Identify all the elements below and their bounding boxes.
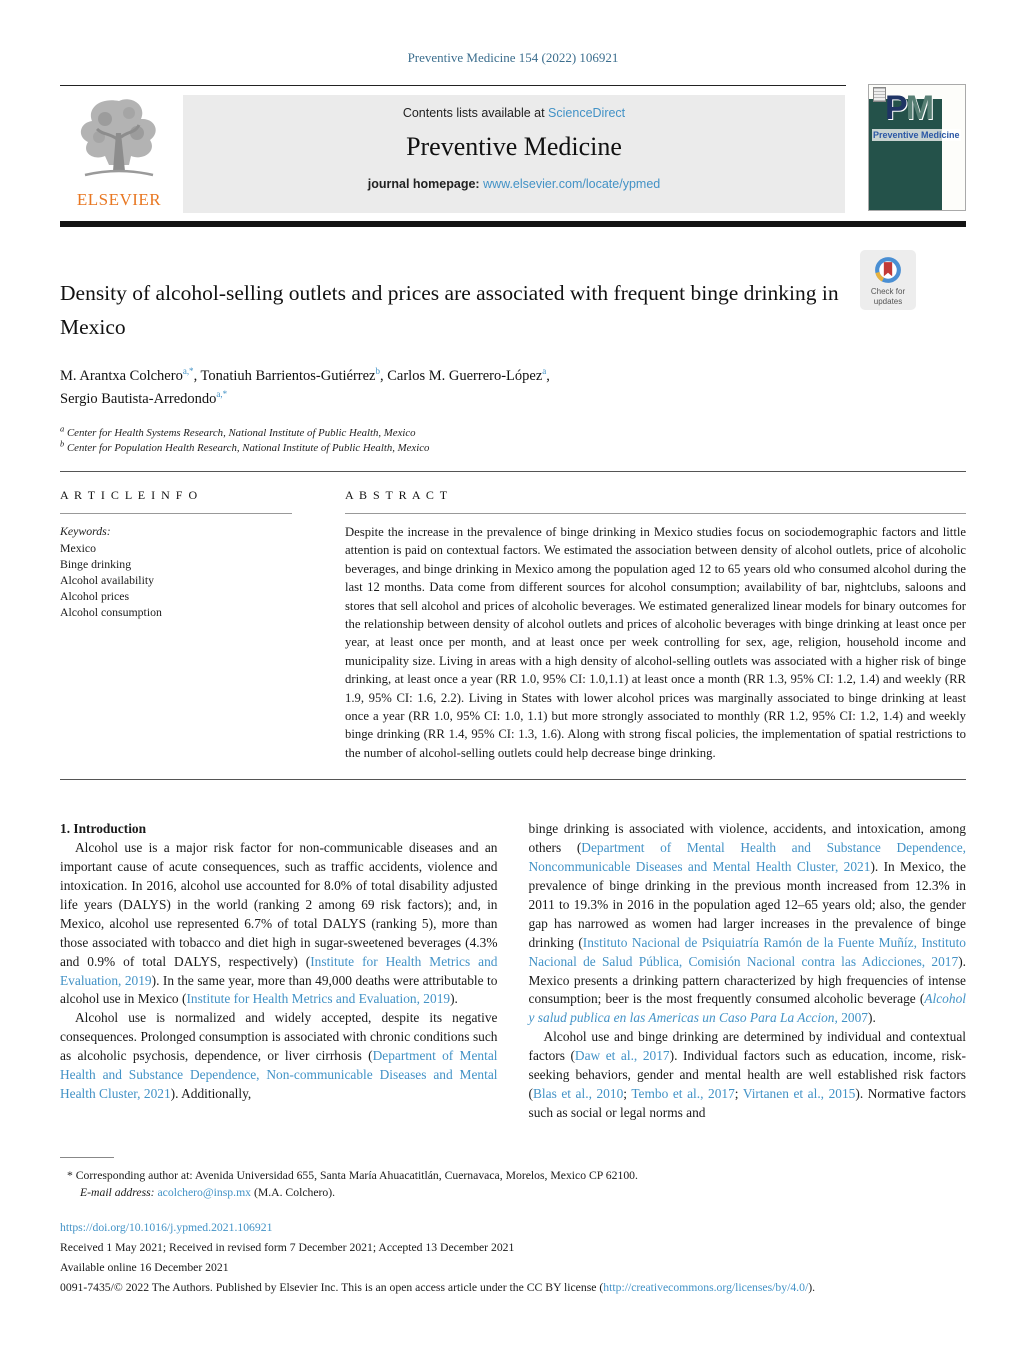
- corresponding-author-note: * Corresponding author at: Avenida Universidad 655, Santa María Ahuacatitlán, Cuernavaca, Morelos, Mexico CP 62100.: [67, 1168, 638, 1182]
- article-info-panel: [60, 488, 292, 762]
- article-info-heading: A R T I C L E I N F O: [60, 488, 199, 502]
- affiliation-a: $^a$ Center for Health Systems Research, National Institute of Public Health, Mexico: [60, 423, 416, 439]
- journal-header-box: [183, 95, 845, 213]
- text-link[interactable]: Institute for Health Metrics and Evaluation, 2019: [186, 991, 451, 1007]
- text-link[interactable]: www.elsevier.com/locate/ypmed: [483, 177, 661, 191]
- masthead: [60, 89, 966, 214]
- doi-link[interactable]: https://doi.org/10.1016/j.ypmed.2021.106921: [60, 1220, 273, 1234]
- article-title: Density of alcohol-selling outlets and prices are associated with frequent binge drinking in Mexico: [60, 281, 839, 339]
- divider: [60, 85, 846, 86]
- affiliation-b: $^b$ Center for Population Health Research, National Institute of Public Health, Mexico: [60, 438, 430, 454]
- divider: [60, 1157, 114, 1158]
- text-link[interactable]: Department of Mental Health and Substance Dependence, Non-communicable Diseases and Mental Health Cluster, 2021: [60, 1048, 498, 1101]
- copyright-line: 0091-7435/© 2022 The Authors. Published by Elsevier Inc. This is an open access article under the CC BY license (http://creativecommons.org/licenses/by/4.0/).: [60, 1280, 816, 1294]
- received-dates: Received 1 May 2021; Received in revised form 7 December 2021; Accepted 13 December 2021: [60, 1240, 515, 1254]
- keyword-item: Binge drinking: [60, 557, 132, 571]
- text-link[interactable]: Department of Mental Health and Substance Dependence, Noncommunicable Diseases and Mental Health Cluster, 2021: [528, 840, 966, 875]
- author-line-1: M. Arantxa Colchero$^{a,*}$, Tonatiuh Barrientos-Gutiérrez$^b$, Carlos M. Guerrero-López$^a$,: [60, 366, 550, 384]
- abstract-panel: [345, 488, 966, 762]
- keywords-label: Keywords:: [60, 524, 111, 538]
- intro-paragraph: binge drinking is associated with violence, accidents, and intoxication, among others (Department of Mental Health and Substance Dependence, Noncommunicable Diseases and Mental Health Cluster, 2021). In Mexico, the prevalence of binge drinking in the previous month increased from 12.3% in 2011 to 19.3% in 2016 in the population aged 12–65 years old; also, the gender gap has narrowed as women had larger increases in the prevalence of binge drinking (Instituto Nacional de Psiquiatría Ramón de la Fuente Muñíz, Instituto Nacional de Salud Pública, Comisión Nacional contra las Adicciones, 2017). Mexico presents a drinking pattern characterized by high frequencies of intense consumption; beer is the most frequently consumed alcoholic beverage (Alcohol y salud publica en las Americas un Caso Para La Accion, 2007).: [528, 821, 966, 1026]
- check-badge-label-1: Check for: [870, 287, 906, 296]
- text-link[interactable]: Blas et al., 2010: [532, 1085, 624, 1101]
- text-link[interactable]: Alcohol y salud publica en las Americas un Caso Para La Accion,: [528, 991, 966, 1026]
- abstract-heading: A B S T R A C T: [345, 488, 449, 502]
- journal-cover: [868, 84, 966, 211]
- divider-thick: [60, 221, 966, 227]
- text-link[interactable]: ScienceDirect: [548, 106, 626, 120]
- text-link[interactable]: Tembo et al., 2017: [631, 1085, 735, 1101]
- footnote: [60, 1157, 966, 1201]
- keyword-item: Mexico: [60, 541, 97, 555]
- cover-journal-title: Preventive Medicine: [873, 130, 960, 140]
- text-link[interactable]: Institute for Health Metrics and Evaluation, 2019: [60, 953, 498, 988]
- intro-right-column: [529, 820, 967, 1123]
- text-link[interactable]: b: [375, 366, 380, 377]
- text-link[interactable]: Daw et al., 2017: [574, 1048, 670, 1064]
- text-link[interactable]: a: [542, 366, 547, 377]
- journal-reference: Preventive Medicine 154 (2022) 106921: [407, 50, 619, 65]
- check-badge-label-2: updates: [873, 296, 903, 306]
- keyword-item: Alcohol consumption: [60, 605, 162, 619]
- affiliations: [60, 423, 966, 456]
- abstract-text: Despite the increase in the prevalence of binge drinking in Mexico studies focus on sociodemographic factors and little attention is paid on contextual factors. We estimated the association between density of alcohol outlets, price of alcoholic beverages, and binge drinking in Mexico among the population aged 12 to 65 years old who consumed alcohol during the last 12 months. Data come from different sources for alcohol consumption; availability of bar, nightclubs, saloons and stores that sell alcohol and prices of alcoholic beverages. We estimated generalized linear models for binary outcomes for the relationship between density of alcohol outlets and prices of alcoholic beverages with binge drinking at least once per year, at least once per month, and at least once per week controlling for sex, age, religion, household income and municipality size. Living in areas with a high density of alcohol-selling outlets was associated with a higher risk of binge drinking, at least once a year (RR 1.0, 95% CI: 1.0,1.1) at least once a month (RR 1.3, 95% CI: 1.2, 1.4) and weekly (RR 1.9, 95% CI: 1.6, 2.2). Living in States with lower alcohol prices was marginally associated to binge drinking at least once a year (RR 1.0, 95% CI: 1.0, 1.1) but more strongly associated to monthly (RR 1.2, 95% CI: 1.2, 1.4) and weekly binge drinking (RR 1.4, 95% CI: 1.3, 1.6). Along with strong fiscal policies, the implementation of spatial restrictions to the number of alcohol-selling outlets could help decrease binge drinking.: [345, 525, 966, 760]
- text-link[interactable]: Virtanen et al., 2015: [742, 1085, 856, 1101]
- keyword-item: Alcohol prices: [60, 589, 130, 603]
- email-line: E-mail address: acolchero@insp.mx (M.A. Colchero).: [80, 1185, 336, 1199]
- author-list: [60, 365, 966, 411]
- text-link[interactable]: 2007: [837, 1010, 868, 1026]
- introduction-heading: 1. Introduction: [60, 821, 147, 837]
- text-link[interactable]: http://creativecommons.org/licenses/by/4.0/: [603, 1280, 809, 1294]
- contents-available-line: Contents lists available at ScienceDirect: [402, 106, 626, 120]
- text-link[interactable]: Instituto Nacional de Psiquiatría Ramón de la Fuente Muñíz, Instituto Nacional de Salud Pública, Comisión Nacional contra las Adicciones, 2017: [528, 934, 966, 969]
- divider: [60, 513, 292, 514]
- check-for-updates-icon: [873, 255, 903, 285]
- check-for-updates-badge[interactable]: [860, 250, 916, 310]
- cover-pm-monogram: PM: [885, 89, 933, 127]
- intro-left-column: [60, 820, 498, 1123]
- intro-paragraph: Alcohol use and binge drinking are determined by individual and contextual factors (Daw et al., 2017). Individual factors such as education, income, risk-seeking behaviors, gender and mental health are well established risk factors (Blas et al., 2010; Tembo et al., 2017; Virtanen et al., 2015). Normative factors such as social or legal norms and: [528, 1029, 967, 1120]
- publication-details: [60, 1220, 966, 1296]
- journal-title: Preventive Medicine: [406, 132, 622, 161]
- elsevier-tree-icon: [69, 93, 169, 189]
- elsevier-logo: [60, 93, 178, 213]
- author-line-2: Sergio Bautista-Arredondo$^{a,*}$: [60, 389, 228, 407]
- text-link[interactable]: a,*: [182, 366, 194, 377]
- text-link[interactable]: a,*: [216, 389, 228, 400]
- intro-paragraph: Alcohol use is normalized and widely accepted, despite its negative consequences. Prolonged consumption is associated with chronic conditions such as alcoholic psychosis, dependence, or liver cirrhosis (Department of Mental Health and Substance Dependence, Non-communicable Diseases and Mental Health Cluster, 2021). Additionally,: [60, 1010, 498, 1101]
- available-online: Available online 16 December 2021: [60, 1260, 229, 1274]
- elsevier-wordmark: ELSEVIER: [76, 190, 162, 209]
- keyword-item: Alcohol availability: [60, 573, 155, 587]
- divider: [345, 513, 966, 514]
- journal-homepage-line: journal homepage: www.elsevier.com/locate/ypmed: [367, 177, 661, 191]
- intro-paragraph: Alcohol use is a major risk factor for non-communicable diseases and an important cause of acute consequences, such as traffic accidents, violence and intoxication. In 2016, alcohol use accounted for 8.0% of total disability adjusted life years (DALYS) in the world (ranking 2 among 69 risk factors); and, in Mexico, alcohol use represented 6.7% of total DALYS (ranking 5), more than those associated with tobacco and diet high in sugar-sweetened beverages (4.3% and 0.9% of total DALYS, respectively) (Institute for Health Metrics and Evaluation, 2019). In the same year, more than 49,000 deaths were attributable to alcohol use in Mexico (Institute for Health Metrics and Evaluation, 2019).: [60, 840, 498, 1007]
- divider: [60, 779, 966, 780]
- text-link[interactable]: acolchero@insp.mx: [157, 1185, 252, 1199]
- cover-stripe: [942, 85, 965, 210]
